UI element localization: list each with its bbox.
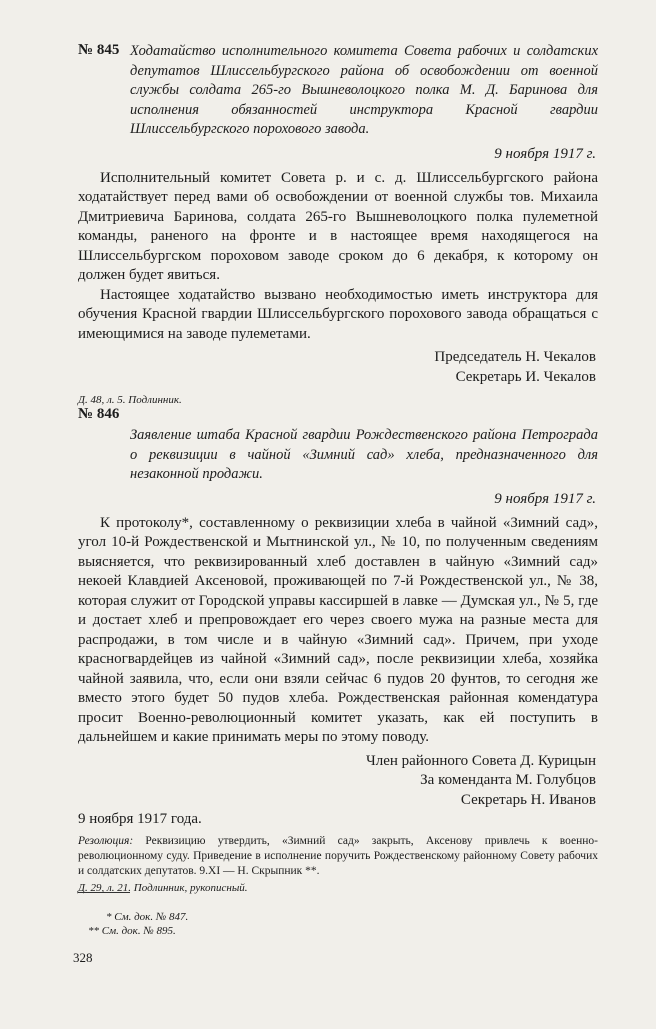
doc846-date: 9 ноября 1917 г. — [494, 490, 596, 507]
document-845 — [78, 42, 598, 407]
doc845-date: 9 ноября 1917 г. — [494, 145, 596, 162]
doc846-paragraph-1: К протоколу*, составленному о реквизиции хлеба в чайной «Зимний сад», угол 10-й Рождественской и Мытнинской ул., № 10, по полученным сведениям выясняется, что реквизированный хлеб доставлен в чайную «Зимний сад» некоей Клавдией Аксеновой, проживающей по 7-й Рождественской ул., № 38, которая служит от Городской управы кассиршей в лавке — Думская ул., № 5, где и достает хлеб и препровождает его через своего мужа на разные места для распродажи, в том числе и в чайную «Зимний сад». Причем, при уходе красногвардейцев из чайной «Зимний сад», после реквизиции хлеба, хозяйка чайной заявила, что, если они взяли сейчас 6 пудов 20 фунтов, то сегодня же вместо этого будет 50 пудов хлеба. Рождественская районная комендатура просит Военно-революционный комитет указать, как ей поступить в дальнейшем и какие принимать меры по этому поводу. — [78, 514, 598, 745]
doc845-heading — [78, 42, 598, 140]
document-846 — [78, 406, 598, 895]
doc845-source: Д. 48, л. 5. Подлинник. — [78, 394, 182, 406]
doc846-source: Д. 29, л. 21. Подлинник, рукописный. — [78, 881, 248, 894]
doc845-title: Ходатайство исполнительного комитета Совета рабочих и солдатских депутатов Шлиссельбургского района об освобождении от военной службы солдата 265-го Вышневолоцкого полка М. Д. Баринова для исполнения обязанностей инструктора Красной гвардии Шлиссельбургского порохового завода. — [130, 43, 598, 137]
doc845-number: № 845 — [78, 42, 120, 58]
doc845-paragraph-1: Исполнительный комитет Совета р. и с. д. Шлиссельбургского района ходатайствует перед вами об освобождении от военной службы тов. Михаила Дмитриевича Баринова, солдата 265-го Вышневолоцкого полка пулеметной команды, раненого на фронте и в настоящее время находящегося на Шлиссельбургском пороховом заводе сроком до 6 декабря, к которому он должен будет явиться. — [78, 169, 598, 283]
doc846-signature-member: Член районного Совета Д. Курицын — [365, 752, 596, 769]
doc846-signature-secretary: Секретарь Н. Иванов — [460, 791, 596, 808]
page-number: 328 — [73, 950, 93, 965]
footnote-divider — [78, 892, 130, 893]
footnote-1: * См. док. № 847. — [106, 911, 189, 923]
footnote-2: ** См. док. № 895. — [88, 925, 176, 937]
doc846-signature-commandant: За коменданта М. Голубцов — [420, 772, 596, 788]
doc846-number: № 846 — [78, 406, 120, 422]
doc846-resolution — [78, 834, 598, 879]
doc846-title: Заявление штаба Красной гвардии Рождественского района Петрограда о реквизиции в чайной «Зимний сад» хлеба, предназначенного для незаконной продажи. — [130, 427, 598, 482]
resolution-text: Реквизицию утвердить, «Зимний сад» закрыть, Аксенову привлечь к военно-революционному суду. Приведение в исполнение поручить Рождественскому районному Совету рабочих и солдатских депутатов. 9.XI — Н. Скрыпник **. — [78, 834, 598, 877]
doc846-heading — [78, 406, 598, 485]
doc845-paragraph-2: Настоящее ходатайство вызвано необходимостью иметь инструктора для обучения Красной гвардии Шлиссельбургского порохового завода обращаться с имеющимися на заводе пулеметами. — [78, 286, 598, 342]
resolution-label: Резолюция: — [78, 834, 134, 847]
doc846-date-bottom: 9 ноября 1917 года. — [78, 811, 202, 827]
doc845-signature-secretary: Секретарь И. Чекалов — [455, 368, 596, 385]
doc845-signature-chairman: Председатель Н. Чекалов — [434, 349, 596, 365]
